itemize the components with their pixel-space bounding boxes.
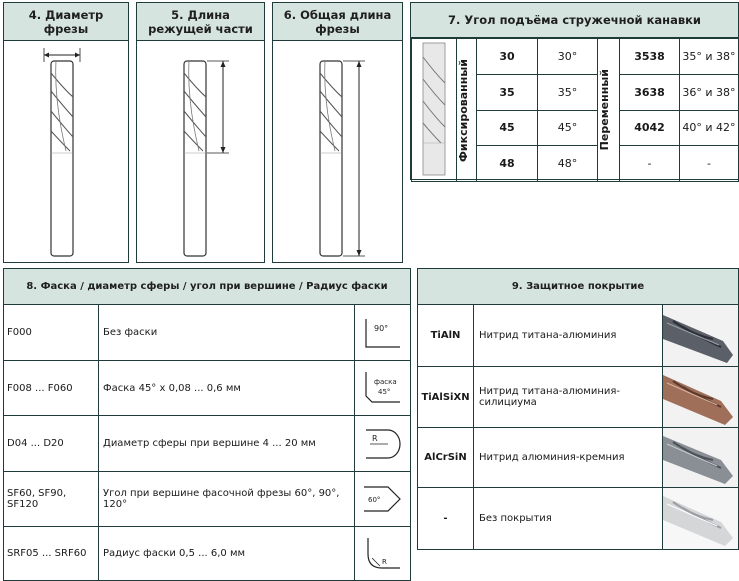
- fixed-label-cell: [457, 39, 477, 182]
- variable-code: 4042: [620, 110, 680, 146]
- panel-title: 5. Длина режущей части: [137, 3, 264, 41]
- corner-code: SRF05 ... SRF60: [7, 548, 87, 559]
- panel-title: 4. Диаметр фрезы: [4, 3, 128, 41]
- table-row: [418, 488, 738, 549]
- helix-angle-table: [411, 38, 739, 182]
- fixed-label: Фиксированный: [457, 58, 470, 162]
- fixed-angle: 35°: [538, 74, 598, 110]
- icon-label: R: [372, 433, 378, 443]
- panel-helix-angle: [410, 2, 739, 180]
- variable-code: 3638: [620, 74, 680, 110]
- fixed-code: 30: [477, 39, 538, 75]
- uncoated-mill-icon: [663, 488, 738, 549]
- coating-code: TiAlN: [430, 330, 461, 341]
- corner-code: D04 ... D20: [7, 438, 64, 449]
- helix-mill-image: [412, 39, 457, 182]
- coating-code: TiAlSiXN: [421, 391, 470, 403]
- coating-desc: Нитрид титана-алюминия-силициума: [473, 367, 662, 427]
- variable-angle: 36° и 38°: [680, 74, 739, 110]
- chamfer-45-icon: [358, 368, 404, 408]
- variable-code: -: [620, 146, 680, 182]
- coating-code: -: [443, 513, 448, 524]
- panel-corner-type: [3, 268, 411, 581]
- variable-label-cell: [598, 39, 620, 182]
- panel-title: 6. Общая длина фрезы: [273, 3, 402, 41]
- table-row: [4, 527, 410, 580]
- panel-overall-length: [272, 2, 403, 263]
- table-row: [418, 305, 738, 367]
- table-row: [4, 416, 410, 472]
- alcrsin-coated-mill-icon: [663, 428, 738, 487]
- helix-end-mill-icon: [413, 39, 456, 178]
- panel-title: 9. Защитное покрытие: [418, 269, 738, 305]
- panel-cutting-length: [136, 2, 265, 263]
- fixed-angle: 48°: [538, 146, 598, 182]
- coating-code: AlCrSiN: [424, 452, 467, 463]
- table-row: [418, 428, 738, 488]
- end-mill-cutting-length-icon: [137, 41, 264, 262]
- panel-title: 8. Фаска / диаметр сферы / угол при вершине / Радиус фаски: [4, 269, 410, 305]
- panel-mill-diameter: [3, 2, 129, 263]
- table-row: [4, 305, 410, 361]
- ball-nose-icon: [358, 424, 404, 464]
- corner-desc: Диаметр сферы при вершине 4 ... 20 мм: [98, 416, 354, 471]
- fixed-code: 45: [477, 110, 538, 146]
- end-mill-diameter-icon: [4, 41, 128, 262]
- corner-desc: Радиус фаски 0,5 ... 6,0 мм: [98, 527, 354, 580]
- icon-label: фаска: [374, 378, 397, 386]
- variable-angle: -: [680, 146, 739, 182]
- variable-code: 3538: [620, 39, 680, 75]
- table-row: [4, 361, 410, 416]
- table-row: [4, 472, 410, 527]
- icon-label: 90°: [374, 323, 389, 333]
- corner-desc: Фаска 45° x 0,08 ... 0,6 мм: [98, 361, 354, 415]
- variable-angle: 35° и 38°: [680, 39, 739, 75]
- corner-code: SF60, SF90, SF120: [7, 488, 67, 510]
- corner-90-icon: [358, 313, 404, 353]
- fixed-angle: 30°: [538, 39, 598, 75]
- fixed-code: 48: [477, 146, 538, 182]
- corner-code: F008 ... F060: [7, 382, 73, 394]
- tialn-coated-mill-icon: [663, 305, 738, 366]
- panel-coating: [417, 268, 739, 550]
- corner-desc: Угол при вершине фасочной фрезы 60°, 90°, 120°: [98, 472, 354, 526]
- fixed-code: 35: [477, 74, 538, 110]
- point-angle-icon: [358, 479, 404, 519]
- end-mill-overall-length-icon: [273, 41, 402, 262]
- coating-desc: Нитрид титана-алюминия: [473, 305, 662, 366]
- icon-label: 60°: [368, 496, 381, 504]
- corner-radius-icon: [358, 534, 404, 574]
- corner-code: F000: [7, 327, 32, 338]
- coating-desc: Нитрид алюминия-кремния: [473, 428, 662, 487]
- coating-desc: Без покрытия: [473, 488, 662, 549]
- panel-title: 7. Угол подъёма стружечной канавки: [411, 3, 738, 38]
- variable-angle: 40° и 42°: [680, 110, 739, 146]
- fixed-angle: 45°: [538, 110, 598, 146]
- tialsixn-coated-mill-icon: [663, 367, 738, 427]
- variable-label: Переменный: [598, 69, 611, 151]
- corner-desc: Без фаски: [98, 305, 354, 360]
- icon-label: R: [382, 557, 387, 566]
- icon-label: 45°: [378, 388, 391, 396]
- table-row: [418, 367, 738, 428]
